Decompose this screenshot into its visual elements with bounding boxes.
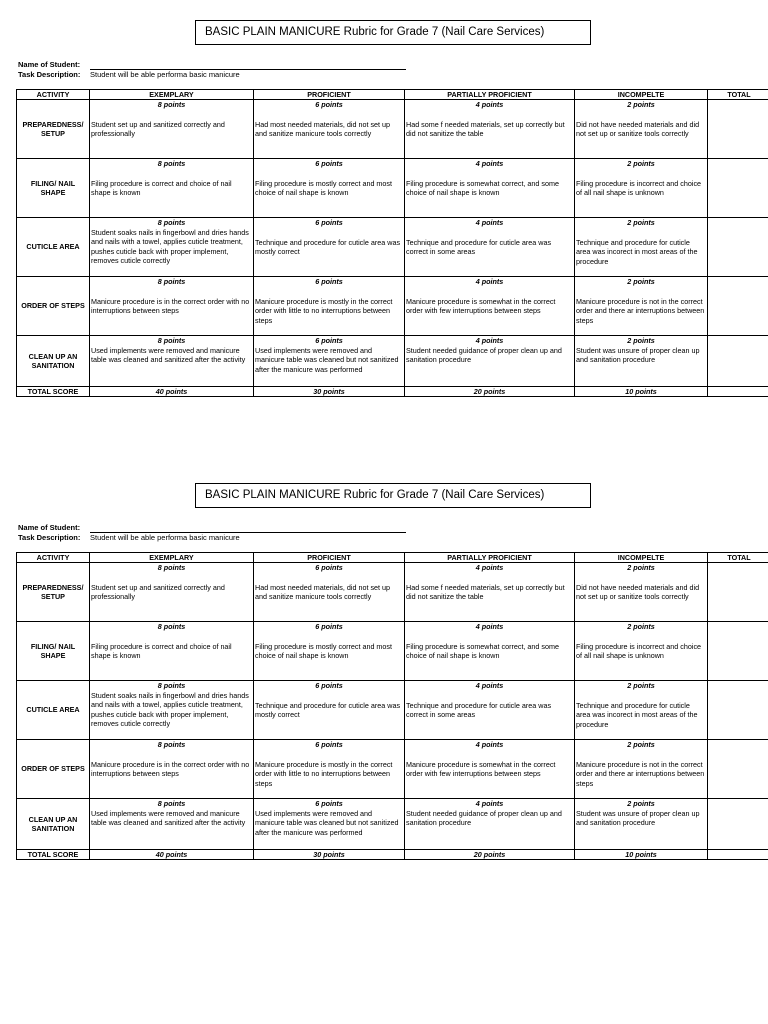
cell-proficient	[254, 336, 405, 387]
criteria-text: Manicure procedure is not in the correct order and there ar interruptions between steps	[576, 759, 705, 788]
points-label: 6 points	[315, 799, 343, 808]
cell-total	[708, 277, 768, 336]
table-row	[17, 740, 768, 799]
activity-label: FILING/ NAIL SHAPE	[17, 622, 90, 681]
cell-partially-proficient	[405, 218, 575, 277]
points-label: 4 points	[475, 100, 504, 109]
cell-total	[708, 563, 768, 622]
total-incomplete: 10 points	[575, 850, 708, 860]
rubric-title: BASIC PLAIN MANICURE Rubric for Grade 7 (Nail Care Services)	[195, 483, 591, 508]
criteria-text: Filing procedure is correct and choice of nail shape is known	[91, 178, 232, 198]
points-label: 8 points	[157, 622, 186, 631]
cell-proficient	[254, 681, 405, 740]
task-label: Task Description:	[18, 533, 81, 542]
points-label: 8 points	[157, 563, 186, 572]
points-label: 4 points	[475, 218, 504, 227]
criteria-text: Had some f needed materials, set up correctly but did not sanitize the table	[406, 119, 565, 139]
total-exemplary: 40 points	[90, 850, 254, 860]
points-label: 6 points	[315, 336, 343, 345]
total-total	[708, 387, 768, 397]
cell-proficient	[254, 218, 405, 277]
points-label: 4 points	[475, 622, 504, 631]
total-partially-proficient: 20 points	[405, 850, 575, 860]
cell-exemplary	[90, 277, 254, 336]
total-score-label: TOTAL SCORE	[17, 850, 90, 860]
activity-label: FILING/ NAIL SHAPE	[17, 159, 90, 218]
task-text: Student will be able performa basic manicure	[90, 533, 240, 542]
criteria-text: Manicure procedure is in the correct order with no interruptions between steps	[91, 759, 250, 779]
cell-incomplete	[575, 681, 708, 740]
criteria-text: Technique and procedure for cuticle area was correct in some areas	[406, 237, 552, 257]
header-incomplete: INCOMPELTE	[575, 553, 708, 563]
points-label: 2 points	[627, 218, 655, 227]
task-label: Task Description:	[18, 70, 81, 79]
points-label: 4 points	[475, 277, 504, 286]
cell-partially-proficient	[405, 336, 575, 387]
header-incomplete: INCOMPELTE	[575, 90, 708, 100]
cell-partially-proficient	[405, 740, 575, 799]
points-label: 6 points	[315, 681, 343, 690]
criteria-text: Filing procedure is somewhat correct, and some choice of nail shape is known	[406, 641, 560, 661]
cell-proficient	[254, 799, 405, 850]
table-row	[17, 622, 768, 681]
criteria-text: Had most needed materials, did not set up and sanitize manicure tools correctly	[255, 119, 391, 139]
rubric-title: BASIC PLAIN MANICURE Rubric for Grade 7 (Nail Care Services)	[195, 20, 591, 45]
cell-total	[708, 740, 768, 799]
total-proficient: 30 points	[254, 850, 405, 860]
points-label: 6 points	[315, 740, 343, 749]
header-proficient: PROFICIENT	[254, 90, 405, 100]
points-label: 6 points	[315, 159, 343, 168]
criteria-text: Manicure procedure is in the correct order with no interruptions between steps	[91, 296, 250, 316]
points-label: 8 points	[157, 336, 186, 345]
total-score-row	[17, 387, 768, 397]
points-label: 6 points	[315, 218, 343, 227]
cell-exemplary	[90, 681, 254, 740]
criteria-text: Student soaks nails in fingerbowl and dries hands and nails with a towel, applies cuticle treatment, pushes cuticle back with proper implement, removes cuticle correctly	[91, 227, 249, 266]
points-label: 4 points	[475, 799, 504, 808]
criteria-text: Technique and procedure for cuticle area was incorect in most areas of the procedure	[576, 237, 698, 266]
criteria-text: Used implements were removed and manicure table was cleaned but not sanitized after the manicure was performed	[255, 808, 399, 837]
student-name-label: Name of Student:	[18, 523, 81, 532]
cell-incomplete	[575, 740, 708, 799]
points-label: 2 points	[627, 681, 655, 690]
points-label: 6 points	[315, 622, 343, 631]
cell-partially-proficient	[405, 681, 575, 740]
total-score-row	[17, 850, 768, 860]
points-label: 2 points	[627, 622, 655, 631]
table-row	[17, 100, 768, 159]
points-label: 2 points	[627, 799, 655, 808]
rubric-table	[16, 552, 768, 860]
criteria-text: Manicure procedure is mostly in the correct order with little to no interruptions between steps	[255, 759, 393, 788]
activity-label: CLEAN UP AN SANITATION	[17, 336, 90, 387]
points-label: 8 points	[157, 159, 186, 168]
total-score-label: TOTAL SCORE	[17, 387, 90, 397]
cell-partially-proficient	[405, 563, 575, 622]
table-row	[17, 336, 768, 387]
criteria-text: Student needed guidance of proper clean up and sanitation procedure	[406, 808, 562, 828]
header-partially-proficient: PARTIALLY PROFICIENT	[405, 553, 575, 563]
points-label: 4 points	[475, 740, 504, 749]
student-name-row	[18, 523, 88, 533]
cell-partially-proficient	[405, 622, 575, 681]
criteria-text: Did not have needed materials and did not set up or sanitize tools correctly	[576, 582, 700, 602]
criteria-text: Student set up and sanitized correctly and professionally	[91, 119, 225, 139]
cell-proficient	[254, 740, 405, 799]
cell-incomplete	[575, 563, 708, 622]
points-label: 6 points	[315, 277, 343, 286]
criteria-text: Filing procedure is correct and choice of nail shape is known	[91, 641, 232, 661]
table-row	[17, 218, 768, 277]
cell-exemplary	[90, 563, 254, 622]
points-label: 8 points	[157, 100, 186, 109]
criteria-text: Used implements were removed and manicure table was cleaned and sanitized after the activity	[91, 808, 246, 828]
header-total: TOTAL	[708, 90, 768, 100]
header-proficient: PROFICIENT	[254, 553, 405, 563]
points-label: 6 points	[315, 563, 343, 572]
points-label: 4 points	[475, 336, 504, 345]
table-row	[17, 159, 768, 218]
points-label: 4 points	[475, 159, 504, 168]
cell-incomplete	[575, 336, 708, 387]
cell-incomplete	[575, 277, 708, 336]
points-label: 2 points	[627, 100, 655, 109]
cell-proficient	[254, 622, 405, 681]
cell-proficient	[254, 563, 405, 622]
cell-exemplary	[90, 799, 254, 850]
cell-partially-proficient	[405, 100, 575, 159]
points-label: 4 points	[475, 681, 504, 690]
criteria-text: Student needed guidance of proper clean up and sanitation procedure	[406, 345, 562, 365]
criteria-text: Filing procedure is somewhat correct, and some choice of nail shape is known	[406, 178, 560, 198]
criteria-text: Manicure procedure is mostly in the correct order with little to no interruptions between steps	[255, 296, 393, 325]
total-proficient: 30 points	[254, 387, 405, 397]
criteria-text: Technique and procedure for cuticle area was correct in some areas	[406, 700, 552, 720]
cell-incomplete	[575, 622, 708, 681]
cell-total	[708, 622, 768, 681]
points-label: 2 points	[627, 740, 655, 749]
criteria-text: Manicure procedure is somewhat in the correct order with few interruptions between steps	[406, 296, 556, 316]
cell-total	[708, 218, 768, 277]
total-partially-proficient: 20 points	[405, 387, 575, 397]
cell-exemplary	[90, 159, 254, 218]
cell-total	[708, 100, 768, 159]
cell-incomplete	[575, 218, 708, 277]
cell-exemplary	[90, 100, 254, 159]
cell-incomplete	[575, 159, 708, 218]
criteria-text: Technique and procedure for cuticle area was incorect in most areas of the procedure	[576, 700, 698, 729]
activity-label: ORDER OF STEPS	[17, 740, 90, 799]
header-row	[17, 90, 768, 100]
cell-total	[708, 799, 768, 850]
total-total	[708, 850, 768, 860]
criteria-text: Used implements were removed and manicure table was cleaned but not sanitized after the manicure was performed	[255, 345, 399, 374]
criteria-text: Filing procedure is mostly correct and most choice of nail shape is known	[255, 178, 393, 198]
criteria-text: Technique and procedure for cuticle area was mostly correct	[255, 700, 401, 720]
criteria-text: Manicure procedure is somewhat in the correct order with few interruptions between steps	[406, 759, 556, 779]
points-label: 6 points	[315, 100, 343, 109]
criteria-text: Filing procedure is incorrect and choice of all nail shape is unknown	[576, 178, 702, 198]
points-label: 8 points	[157, 218, 186, 227]
student-name-row	[18, 60, 88, 70]
activity-label: PREPAREDNESS/ SETUP	[17, 563, 90, 622]
cell-incomplete	[575, 799, 708, 850]
criteria-text: Technique and procedure for cuticle area was mostly correct	[255, 237, 401, 257]
cell-proficient	[254, 159, 405, 218]
activity-label: ORDER OF STEPS	[17, 277, 90, 336]
cell-exemplary	[90, 218, 254, 277]
total-exemplary: 40 points	[90, 387, 254, 397]
table-row	[17, 799, 768, 850]
header-activity: ACTIVITY	[17, 553, 90, 563]
cell-proficient	[254, 277, 405, 336]
header-row	[17, 553, 768, 563]
cell-exemplary	[90, 622, 254, 681]
header-total: TOTAL	[708, 553, 768, 563]
activity-label: CUTICLE AREA	[17, 681, 90, 740]
cell-proficient	[254, 100, 405, 159]
header-activity: ACTIVITY	[17, 90, 90, 100]
table-row	[17, 563, 768, 622]
points-label: 2 points	[627, 277, 655, 286]
criteria-text: Filing procedure is incorrect and choice of all nail shape is unknown	[576, 641, 702, 661]
activity-label: CUTICLE AREA	[17, 218, 90, 277]
total-incomplete: 10 points	[575, 387, 708, 397]
criteria-text: Student was unsure of proper clean up and sanitation procedure	[576, 345, 700, 365]
activity-label: CLEAN UP AN SANITATION	[17, 799, 90, 850]
cell-total	[708, 681, 768, 740]
task-row	[18, 533, 240, 543]
cell-partially-proficient	[405, 277, 575, 336]
criteria-text: Used implements were removed and manicure table was cleaned and sanitized after the activity	[91, 345, 246, 365]
points-label: 4 points	[475, 563, 504, 572]
criteria-text: Did not have needed materials and did not set up or sanitize tools correctly	[576, 119, 700, 139]
points-label: 2 points	[627, 336, 655, 345]
cell-partially-proficient	[405, 799, 575, 850]
points-label: 8 points	[157, 799, 186, 808]
cell-partially-proficient	[405, 159, 575, 218]
cell-exemplary	[90, 336, 254, 387]
criteria-text: Student set up and sanitized correctly and professionally	[91, 582, 225, 602]
task-row	[18, 70, 240, 80]
header-exemplary: EXEMPLARY	[90, 90, 254, 100]
activity-label: PREPAREDNESS/ SETUP	[17, 100, 90, 159]
criteria-text: Manicure procedure is not in the correct order and there ar interruptions between steps	[576, 296, 705, 325]
student-name-label: Name of Student:	[18, 60, 81, 69]
points-label: 8 points	[157, 740, 186, 749]
rubric-table	[16, 89, 768, 397]
cell-exemplary	[90, 740, 254, 799]
task-text: Student will be able performa basic manicure	[90, 70, 240, 79]
table-row	[17, 681, 768, 740]
table-row	[17, 277, 768, 336]
criteria-text: Student was unsure of proper clean up and sanitation procedure	[576, 808, 700, 828]
criteria-text: Had most needed materials, did not set up and sanitize manicure tools correctly	[255, 582, 391, 602]
header-partially-proficient: PARTIALLY PROFICIENT	[405, 90, 575, 100]
criteria-text: Student soaks nails in fingerbowl and dries hands and nails with a towel, applies cuticle treatment, pushes cuticle back with proper implement, removes cuticle correctly	[91, 690, 249, 729]
criteria-text: Had some f needed materials, set up correctly but did not sanitize the table	[406, 582, 565, 602]
points-label: 2 points	[627, 159, 655, 168]
points-label: 2 points	[627, 563, 655, 572]
points-label: 8 points	[157, 277, 186, 286]
cell-total	[708, 159, 768, 218]
header-exemplary: EXEMPLARY	[90, 553, 254, 563]
cell-incomplete	[575, 100, 708, 159]
points-label: 8 points	[157, 681, 186, 690]
cell-total	[708, 336, 768, 387]
criteria-text: Filing procedure is mostly correct and most choice of nail shape is known	[255, 641, 393, 661]
